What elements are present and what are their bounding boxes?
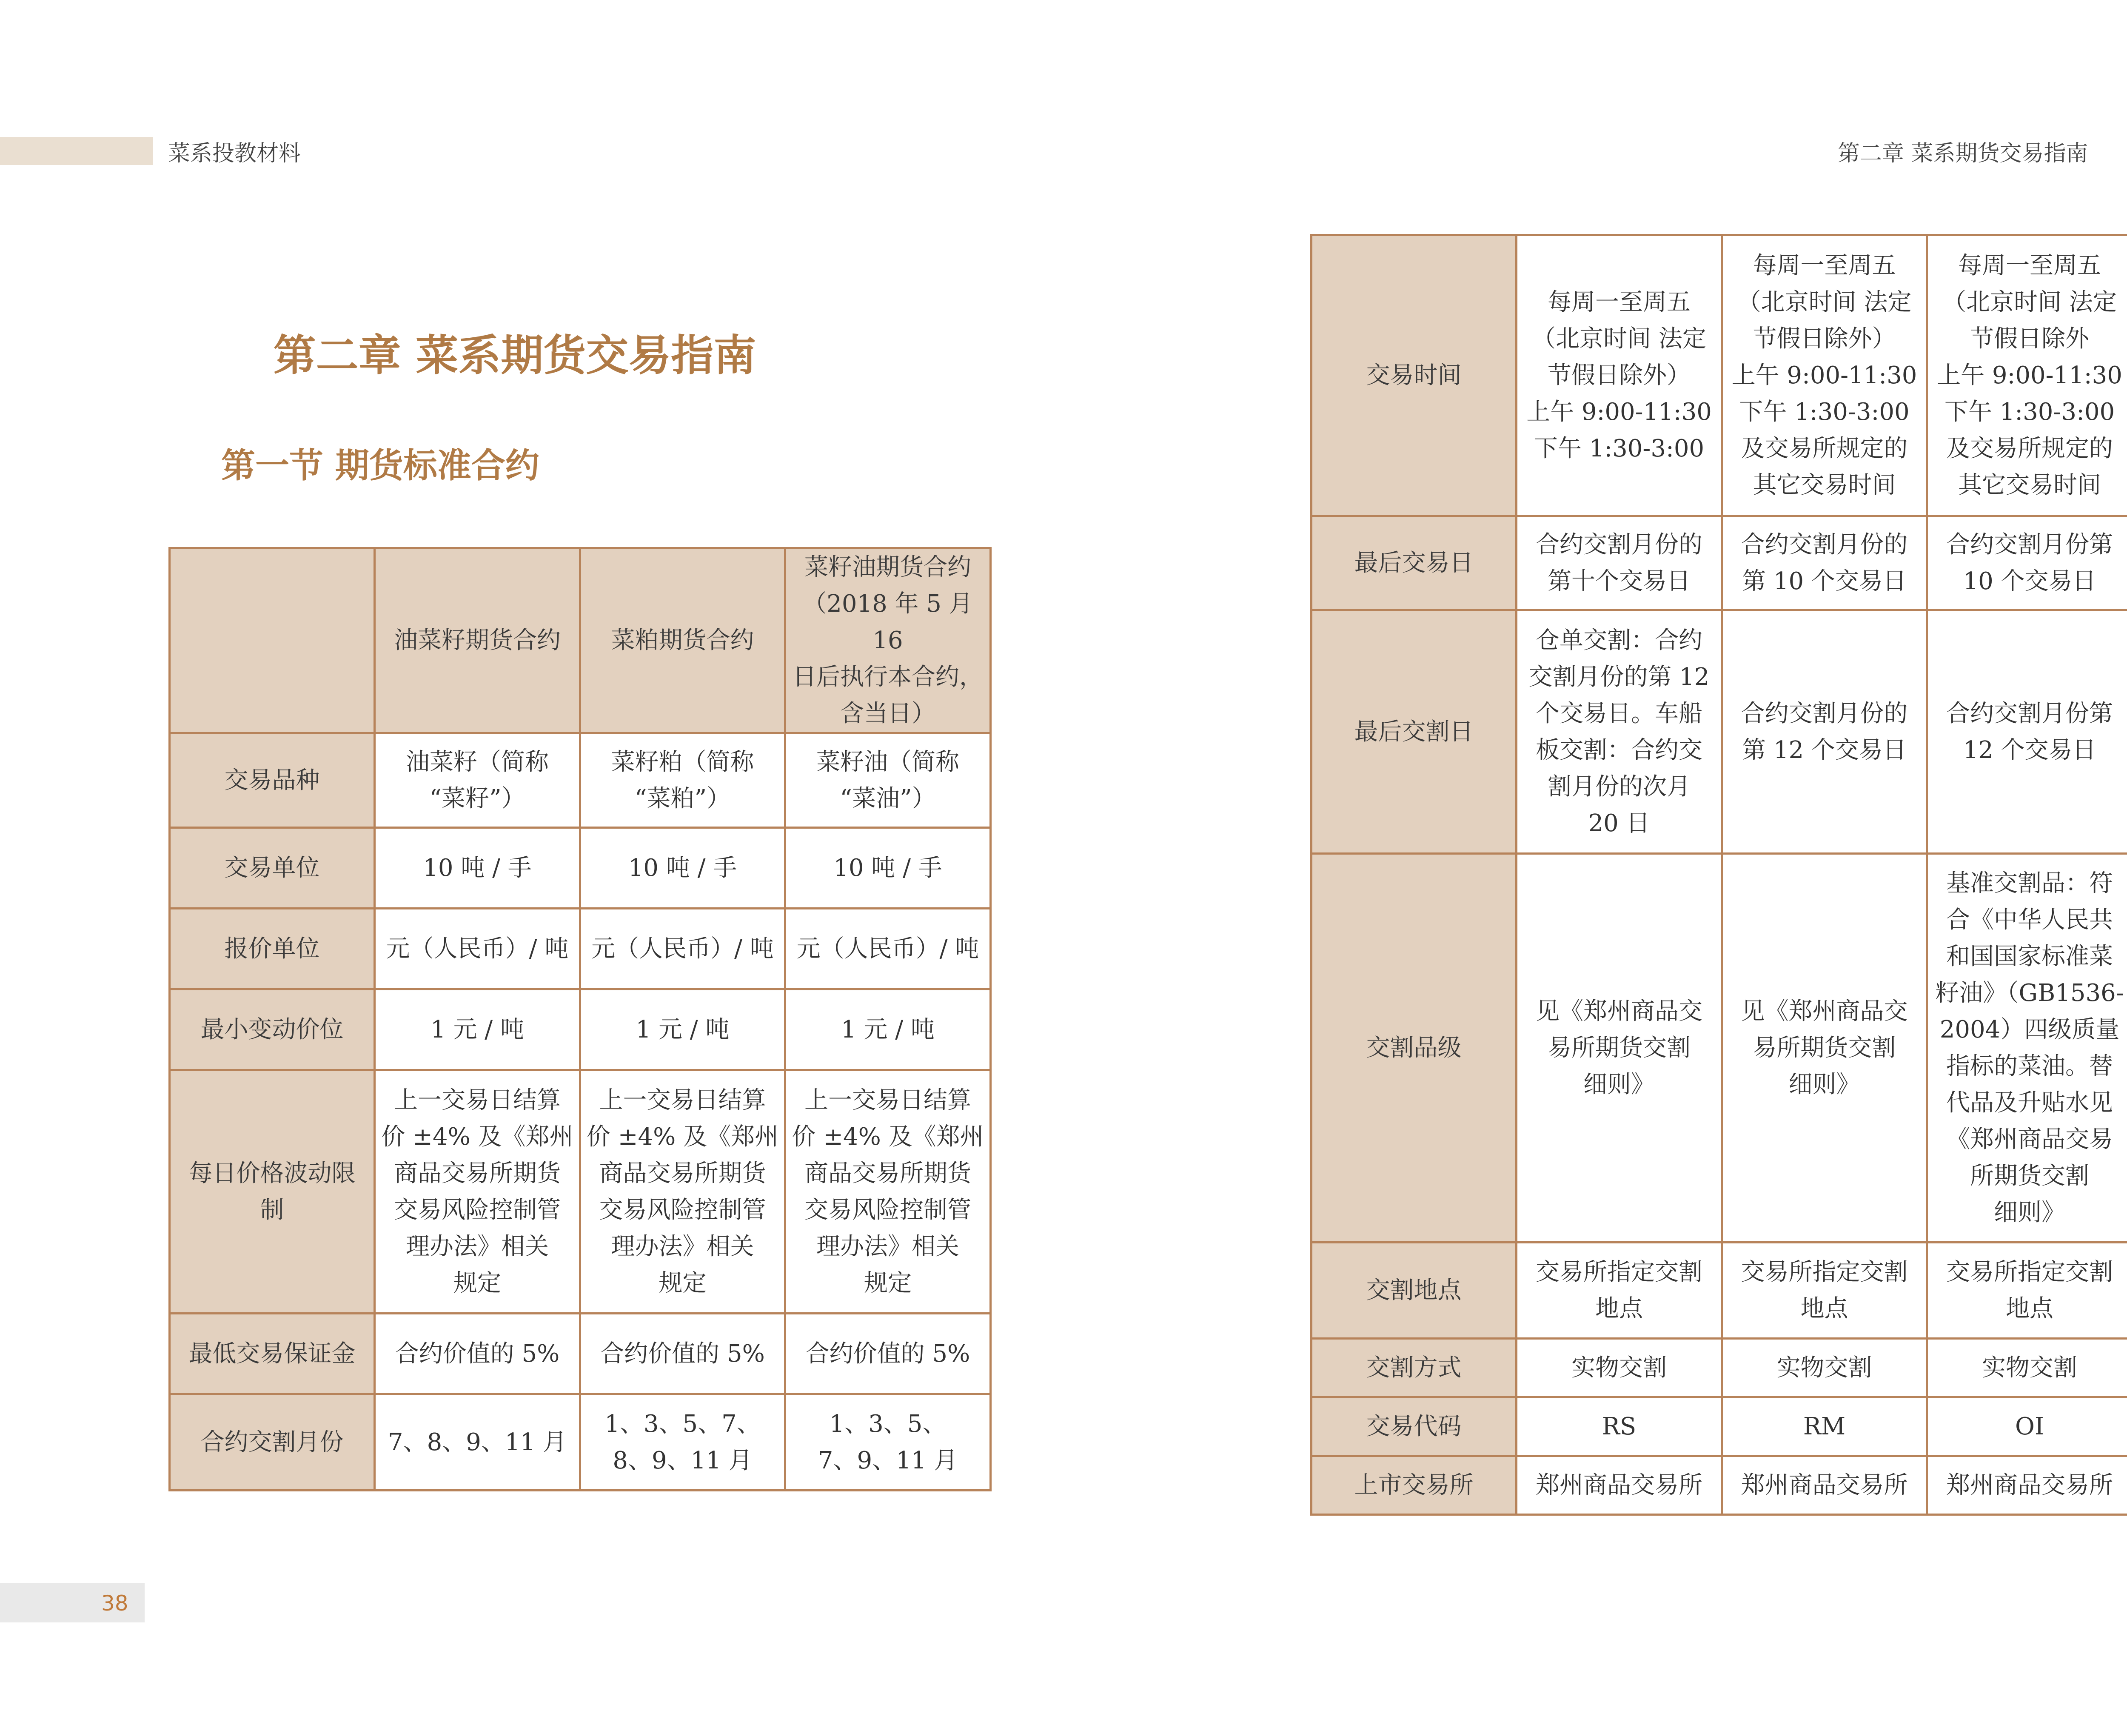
table-cell: 每周一至周五 （北京时间 法定 节假日除外） 上午 9:00-11:30 下午 1:30-3:00: [1517, 235, 1722, 516]
table-cell: RS: [1517, 1397, 1722, 1456]
table-cell: 郑州商品交易所: [1722, 1456, 1927, 1515]
row-label-cell: 交易代码: [1312, 1397, 1517, 1456]
row-label-cell: 每日价格波动限 制: [170, 1070, 375, 1314]
table-cell: 合约交割月份的 第十个交易日: [1517, 516, 1722, 610]
left-running-header: 菜系投教材料: [168, 141, 301, 166]
table-corner-cell: [170, 548, 375, 733]
row-label-cell: 最后交易日: [1312, 516, 1517, 610]
table-cell: 1 元 / 吨: [580, 989, 785, 1070]
column-header-cell: 菜籽油期货合约 （2018 年 5 月 16 日后执行本合约， 含当日）: [785, 548, 991, 733]
table-row: [170, 1070, 991, 1314]
table-row: [1312, 1339, 2127, 1397]
row-label-cell: 最小变动价位: [170, 989, 375, 1070]
table-cell: 交易所指定交割 地点: [1722, 1243, 1927, 1339]
table-cell: 实物交割: [1722, 1339, 1927, 1397]
table-cell: 见《郑州商品交 易所期货交割 细则》: [1517, 854, 1722, 1243]
table-cell: 实物交割: [1517, 1339, 1722, 1397]
table-cell: 7、8、9、11 月: [375, 1394, 580, 1491]
table-row: [170, 828, 991, 909]
table-row: [170, 1314, 991, 1394]
row-label-cell: 上市交易所: [1312, 1456, 1517, 1515]
row-label-cell: 最后交割日: [1312, 610, 1517, 854]
table-row: [1312, 1397, 2127, 1456]
row-label-cell: 交易单位: [170, 828, 375, 909]
table-row: [1312, 516, 2127, 610]
table-cell: 1、3、5、7、 8、9、11 月: [580, 1394, 785, 1491]
table-cell: 1 元 / 吨: [785, 989, 991, 1070]
row-label-cell: 最低交易保证金: [170, 1314, 375, 1394]
table-cell: 郑州商品交易所: [1517, 1456, 1722, 1515]
table-row: [170, 989, 991, 1070]
table-cell: 合约价值的 5%: [375, 1314, 580, 1394]
table-cell: 仓单交割：合约 交割月份的第 12 个交易日。车船 板交割：合约交 割月份的次月 20 日: [1517, 610, 1722, 854]
table-cell: 10 吨 / 手: [785, 828, 991, 909]
table-cell: 合约价值的 5%: [580, 1314, 785, 1394]
table-row: [1312, 1456, 2127, 1515]
column-header-cell: 菜粕期货合约: [580, 548, 785, 733]
table-cell: 合约交割月份第 10 个交易日: [1927, 516, 2127, 610]
table-row: [170, 909, 991, 989]
table-cell: 上一交易日结算 价 ±4% 及《郑州 商品交易所期货 交易风险控制管 理办法》相关 规定: [785, 1070, 991, 1314]
row-label-cell: 交割品级: [1312, 854, 1517, 1243]
table-header-row: [170, 548, 991, 733]
row-label-cell: 交割方式: [1312, 1339, 1517, 1397]
table-cell: 1、3、5、 7、9、11 月: [785, 1394, 991, 1491]
table-cell: 上一交易日结算 价 ±4% 及《郑州 商品交易所期货 交易风险控制管 理办法》相关 规定: [375, 1070, 580, 1314]
row-label-cell: 报价单位: [170, 909, 375, 989]
table-cell: 元（人民币）/ 吨: [785, 909, 991, 989]
table-row: [1312, 610, 2127, 854]
chapter-title: 第二章 菜系期货交易指南: [273, 331, 756, 380]
right-contract-table: [1310, 234, 2127, 1516]
table-cell: 见《郑州商品交 易所期货交割 细则》: [1722, 854, 1927, 1243]
table-row: [1312, 1243, 2127, 1339]
table-row: [170, 1394, 991, 1491]
row-label-cell: 交易时间: [1312, 235, 1517, 516]
table-cell: 菜籽粕（简称 “菜粕”）: [580, 733, 785, 828]
table-cell: 基准交割品：符 合《中华人民共 和国国家标准菜 籽油》（GB1536- 2004）四级质量 指标的菜油。替 代品及升贴水见 《郑州商品交易 所期货交割 细则》: [1927, 854, 2127, 1243]
table-cell: 郑州商品交易所: [1927, 1456, 2127, 1515]
table-cell: 实物交割: [1927, 1339, 2127, 1397]
table-cell: 合约交割月份第 12 个交易日: [1927, 610, 2127, 854]
table-cell: 10 吨 / 手: [375, 828, 580, 909]
table-cell: 菜籽油（简称 “菜油”）: [785, 733, 991, 828]
left-header-bar: [0, 137, 153, 165]
row-label-cell: 交易品种: [170, 733, 375, 828]
table-cell: 元（人民币）/ 吨: [375, 909, 580, 989]
table-row: [1312, 854, 2127, 1243]
left-page-number: 38: [101, 1591, 128, 1616]
table-cell: 1 元 / 吨: [375, 989, 580, 1070]
row-label-cell: 合约交割月份: [170, 1394, 375, 1491]
table-row: [1312, 235, 2127, 516]
table-cell: 合约交割月份的 第 12 个交易日: [1722, 610, 1927, 854]
table-cell: 交易所指定交割 地点: [1517, 1243, 1722, 1339]
left-contract-table: [168, 547, 992, 1491]
table-row: [170, 733, 991, 828]
table-cell: 元（人民币）/ 吨: [580, 909, 785, 989]
table-cell: OI: [1927, 1397, 2127, 1456]
row-label-cell: 交割地点: [1312, 1243, 1517, 1339]
section-title: 第一节 期货标准合约: [221, 445, 539, 485]
table-cell: 合约交割月份的 第 10 个交易日: [1722, 516, 1927, 610]
right-running-header: 第二章 菜系期货交易指南: [1838, 141, 2088, 166]
table-cell: 10 吨 / 手: [580, 828, 785, 909]
table-cell: 每周一至周五 （北京时间 法定 节假日除外 上午 9:00-11:30 下午 1:30-3:00 及交易所规定的 其它交易时间: [1927, 235, 2127, 516]
table-cell: RM: [1722, 1397, 1927, 1456]
column-header-cell: 油菜籽期货合约: [375, 548, 580, 733]
table-cell: 油菜籽（简称 “菜籽”）: [375, 733, 580, 828]
table-cell: 合约价值的 5%: [785, 1314, 991, 1394]
table-cell: 每周一至周五 （北京时间 法定 节假日除外） 上午 9:00-11:30 下午 1:30-3:00 及交易所规定的 其它交易时间: [1722, 235, 1927, 516]
table-cell: 上一交易日结算 价 ±4% 及《郑州 商品交易所期货 交易风险控制管 理办法》相关 规定: [580, 1070, 785, 1314]
table-cell: 交易所指定交割 地点: [1927, 1243, 2127, 1339]
